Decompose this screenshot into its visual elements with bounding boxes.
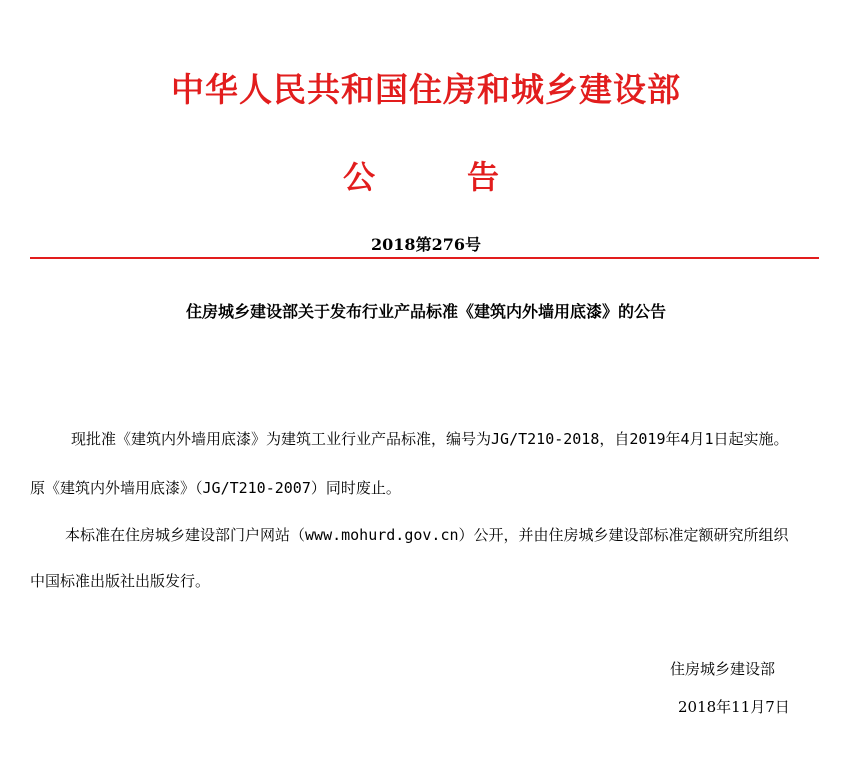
body-paragraph-2-line-1: 本标准在住房城乡建设部门户网站（www.mohurd.gov.cn）公开，并由住房城乡建设部标准定额研究所组织 bbox=[65, 526, 789, 544]
body-paragraph-2-line-2: 中国标准出版社出版发行。 bbox=[30, 572, 211, 590]
body-paragraph-1-line-1: 现批准《建筑内外墙用底漆》为建筑工业行业产品标准，编号为JG/T210-2018，自2019年4月1日起实施。 bbox=[71, 430, 789, 448]
ministry-title: 中华人民共和国住房和城乡建设部 bbox=[171, 70, 681, 109]
body-paragraph-1-line-2: 原《建筑内外墙用底漆》（JG/T210-2007）同时废止。 bbox=[30, 479, 401, 497]
header-divider bbox=[30, 257, 819, 259]
announcement-title-char-1: 公 bbox=[343, 158, 376, 196]
announcement-title-char-2: 告 bbox=[467, 158, 500, 196]
document-number: 2018第276号 bbox=[371, 235, 481, 254]
signature-date: 2018年11月7日 bbox=[678, 698, 790, 716]
signature-organization: 住房城乡建设部 bbox=[670, 660, 776, 678]
announcement-subject: 住房城乡建设部关于发布行业产品标准《建筑内外墙用底漆》的公告 bbox=[185, 302, 666, 321]
